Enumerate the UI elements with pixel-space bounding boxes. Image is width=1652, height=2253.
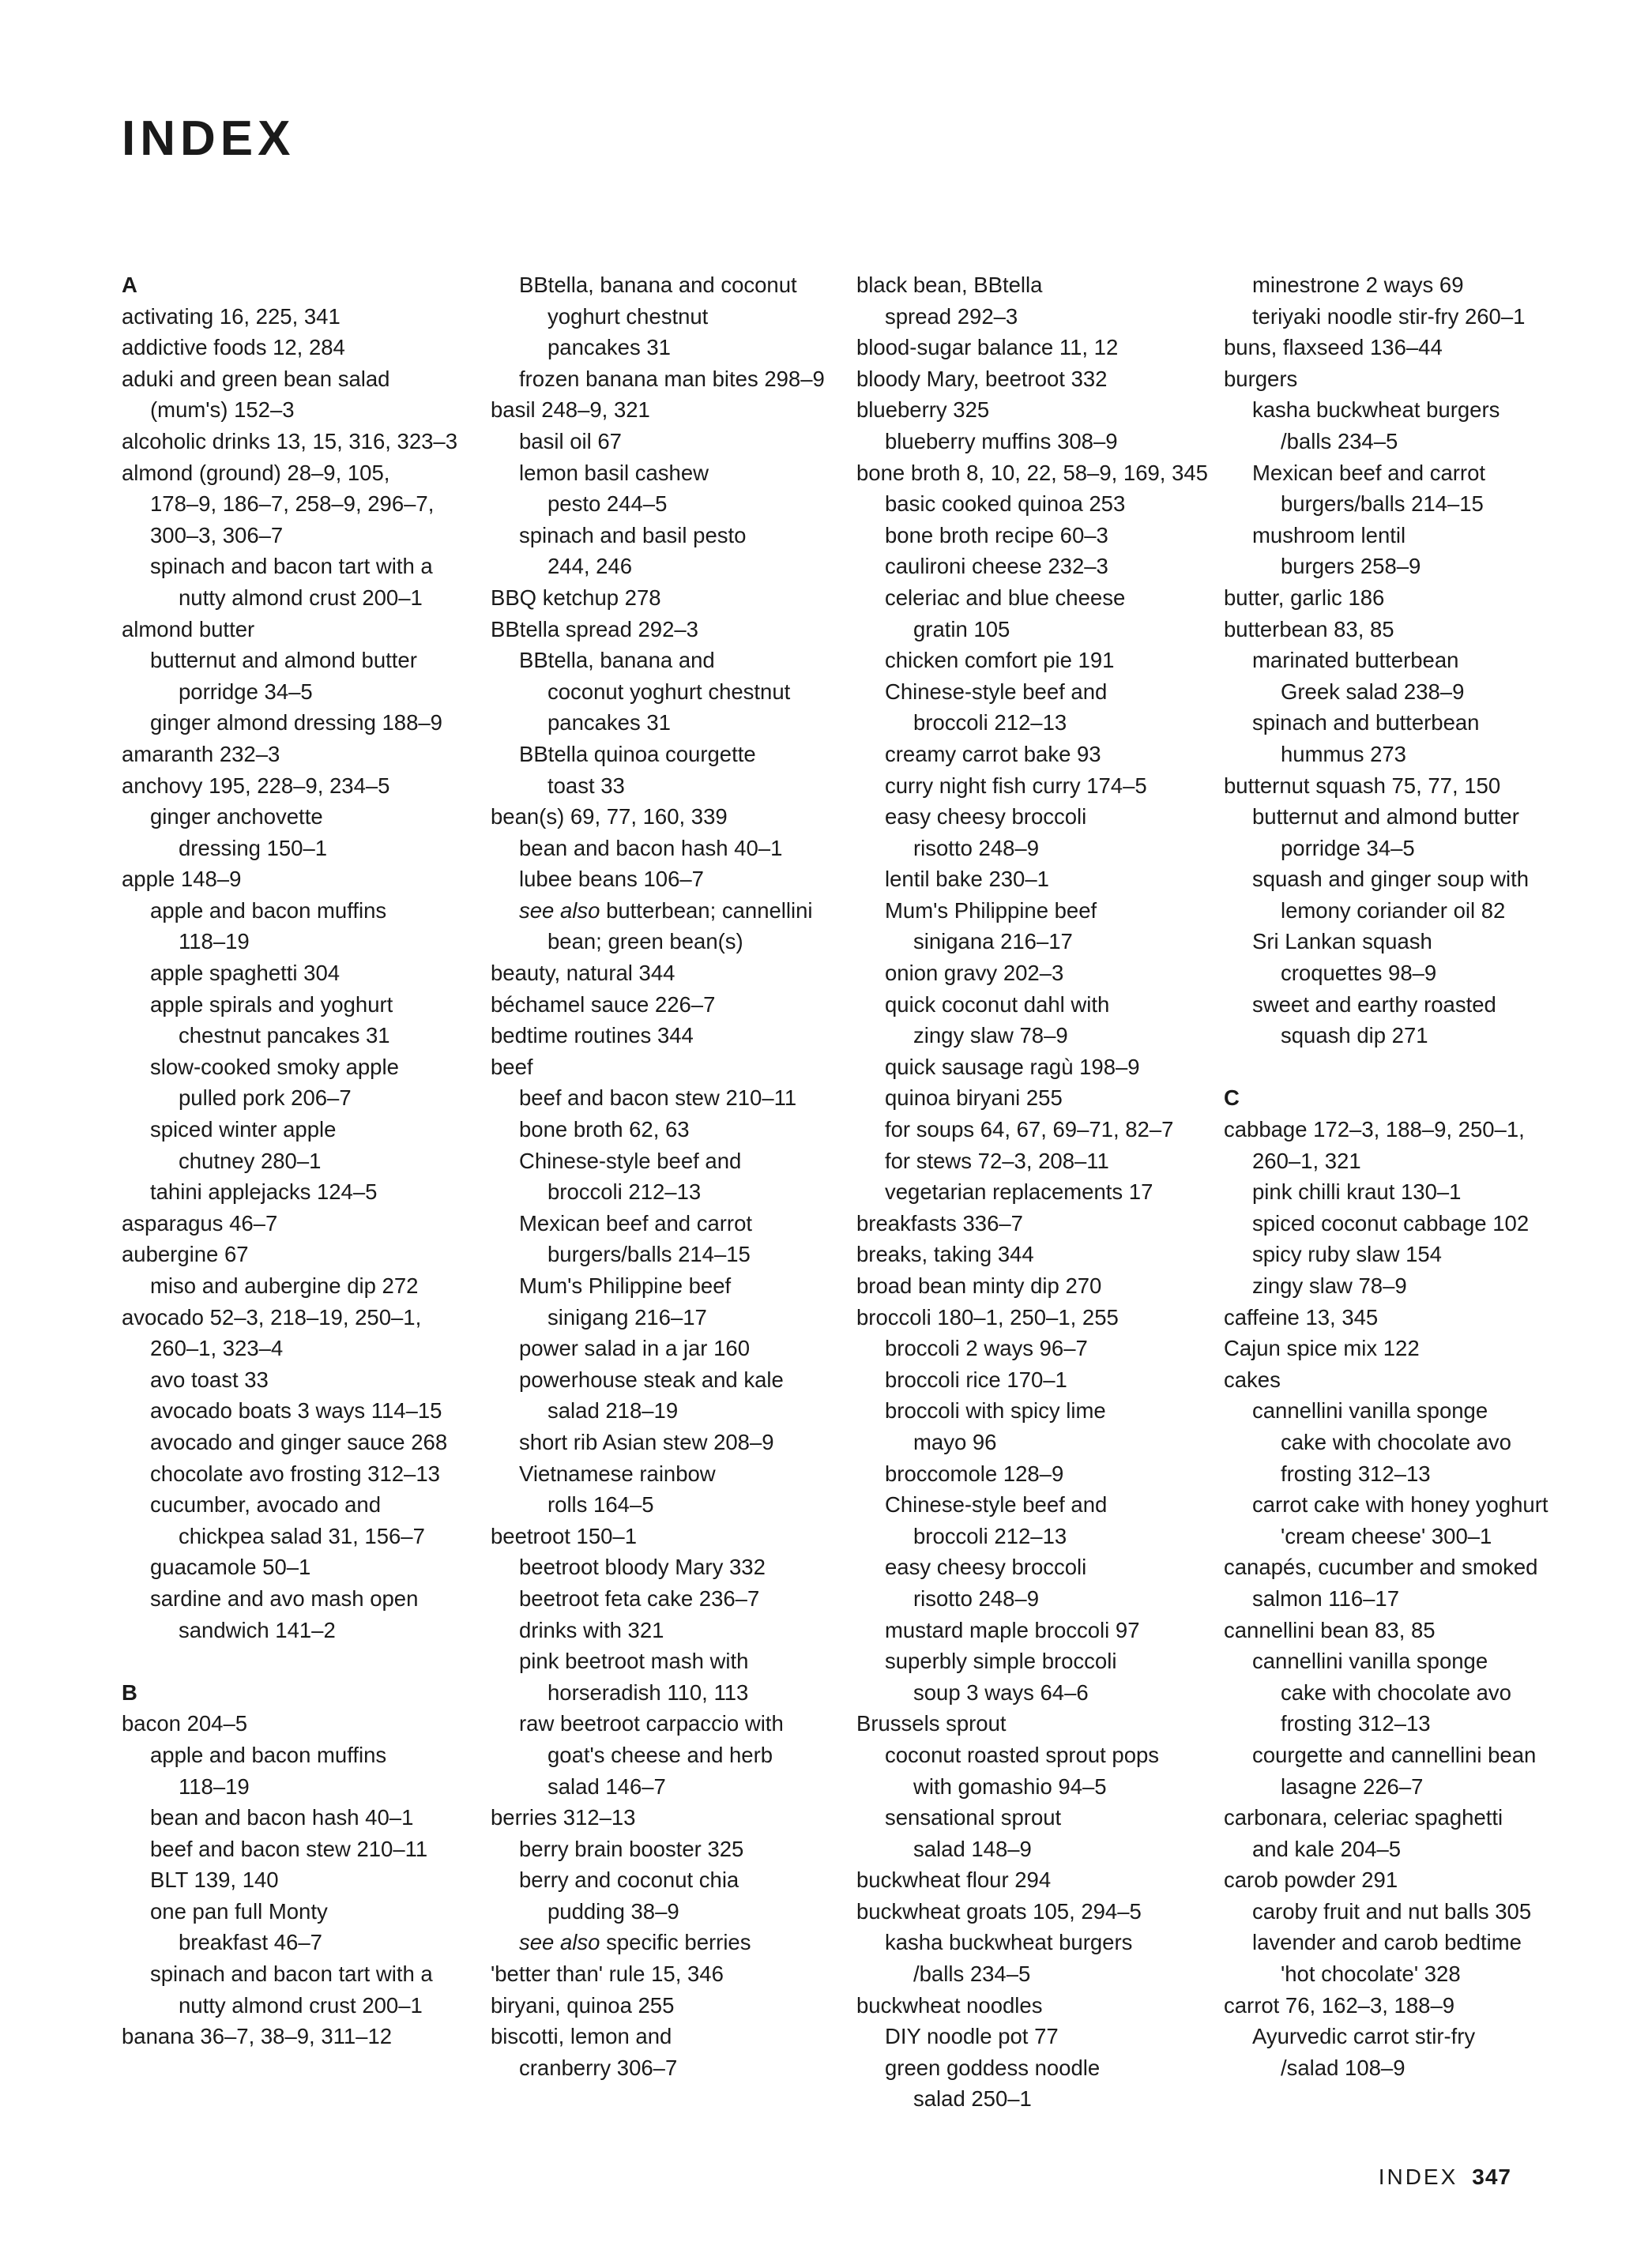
index-entry: avocado boats 3 ways 114–15 xyxy=(150,1398,442,1424)
index-entry: bean(s) 69, 77, 160, 339 xyxy=(491,804,728,829)
index-entry: salad 148–9 xyxy=(913,1836,1032,1861)
index-entry: Mexican beef and carrot xyxy=(519,1210,753,1236)
index-entry: short rib Asian stew 208–9 xyxy=(519,1429,774,1454)
footer-label: INDEX xyxy=(1378,2165,1458,2189)
index-entry: cucumber, avocado and xyxy=(150,1492,381,1518)
index-entry: broccoli 2 ways 96–7 xyxy=(885,1336,1088,1361)
index-entry: salad 250–1 xyxy=(913,2086,1032,2112)
index-entry: basil oil 67 xyxy=(519,428,622,453)
index-entry: squash and ginger soup with xyxy=(1252,867,1530,892)
index-entry: avo toast 33 xyxy=(150,1367,269,1392)
index-entry: biscotti, lemon and xyxy=(491,2024,672,2049)
index-entry: carrot 76, 162–3, 188–9 xyxy=(1224,1992,1455,2018)
index-entry: alcoholic drinks 13, 15, 316, 323–3 xyxy=(122,428,458,453)
index-entry: Sri Lankan squash xyxy=(1252,929,1432,954)
index-entry: minestrone 2 ways 69 xyxy=(1252,273,1464,297)
index-entry: and kale 204–5 xyxy=(1252,1836,1402,1861)
index-entry: carrot cake with honey yoghurt xyxy=(1252,1492,1549,1518)
index-entry: aubergine 67 xyxy=(122,1242,249,1267)
index-entry: pudding 38–9 xyxy=(548,1898,679,1924)
index-entry: chutney 280–1 xyxy=(179,1148,322,1173)
index-entry: 300–3, 306–7 xyxy=(150,522,284,547)
index-entry: cannellini vanilla sponge xyxy=(1252,1649,1488,1674)
index-entry: BBtella, banana and coconut xyxy=(519,273,797,297)
index-entry: salad 146–7 xyxy=(548,1773,666,1799)
index-entry: spread 292–3 xyxy=(885,303,1018,329)
index-entry: vegetarian replacements 17 xyxy=(885,1179,1153,1205)
index-entry: squash dip 271 xyxy=(1281,1023,1428,1048)
index-entry: blueberry 325 xyxy=(856,397,990,423)
index-entry: BLT 139, 140 xyxy=(150,1867,279,1893)
index-entry: soup 3 ways 64–6 xyxy=(913,1679,1089,1705)
page-title: INDEX xyxy=(122,111,295,166)
index-entry: addictive foods 12, 284 xyxy=(122,335,345,360)
index-entry: cakes xyxy=(1224,1367,1281,1392)
index-entry: mayo 96 xyxy=(913,1429,997,1454)
index-entry: beef xyxy=(491,1054,533,1079)
index-entry: power salad in a jar 160 xyxy=(519,1336,750,1361)
index-entry: cake with chocolate avo xyxy=(1281,1679,1511,1705)
index-column-4 xyxy=(1224,269,1571,2083)
index-entry: creamy carrot bake 93 xyxy=(885,741,1101,766)
index-entry: goat's cheese and herb xyxy=(548,1742,773,1767)
index-entry: breaks, taking 344 xyxy=(856,1242,1034,1267)
index-entry: risotto 248–9 xyxy=(913,835,1039,860)
index-entry: quinoa biryani 255 xyxy=(885,1085,1063,1111)
index-entry: 118–19 xyxy=(179,1773,250,1799)
index-entry: Brussels sprout xyxy=(856,1711,1007,1736)
index-entry: marinated butterbean xyxy=(1252,648,1459,673)
index-column-1 xyxy=(122,269,469,2052)
index-entry: lemon basil cashew xyxy=(519,460,709,485)
index-entry: /balls 234–5 xyxy=(1281,428,1398,453)
index-entry: drinks with 321 xyxy=(519,1617,664,1642)
index-entry: sinigana 216–17 xyxy=(913,929,1073,954)
index-entry: butternut squash 75, 77, 150 xyxy=(1224,773,1501,798)
index-entry: see also butterbean; cannellini xyxy=(519,897,813,923)
index-entry: for soups 64, 67, 69–71, 82–7 xyxy=(885,1117,1174,1142)
index-entry: avocado and ginger sauce 268 xyxy=(150,1429,448,1454)
index-entry: broccoli 212–13 xyxy=(913,710,1067,735)
index-entry: butter, garlic 186 xyxy=(1224,585,1385,610)
index-column-2 xyxy=(491,269,838,2083)
index-entry: butternut and almond butter xyxy=(150,648,417,673)
index-entry: breakfast 46–7 xyxy=(179,1930,322,1955)
index-entry: Chinese-style beef and xyxy=(519,1148,742,1173)
index-entry: sardine and avo mash open xyxy=(150,1585,419,1611)
index-entry: broccoli with spicy lime xyxy=(885,1398,1106,1424)
index-entry: sandwich 141–2 xyxy=(179,1617,336,1642)
index-entry: buckwheat groats 105, 294–5 xyxy=(856,1898,1142,1924)
index-entry: apple and bacon muffins xyxy=(150,1742,387,1767)
index-entry: broccoli 212–13 xyxy=(548,1179,702,1205)
index-entry: chocolate avo frosting 312–13 xyxy=(150,1461,440,1486)
index-entry: amaranth 232–3 xyxy=(122,741,280,766)
index-column-3 xyxy=(856,269,1208,2115)
index-entry: broad bean minty dip 270 xyxy=(856,1273,1102,1298)
index-entry: Greek salad 238–9 xyxy=(1281,679,1465,704)
index-entry: frozen banana man bites 298–9 xyxy=(519,366,825,391)
index-entry: 118–19 xyxy=(179,929,250,954)
index-entry: bone broth 8, 10, 22, 58–9, 169, 345 xyxy=(856,460,1208,485)
index-entry: buckwheat flour 294 xyxy=(856,1867,1052,1893)
index-entry: avocado 52–3, 218–19, 250–1, xyxy=(122,1304,422,1330)
section-gap xyxy=(1224,1051,1571,1083)
index-entry: /balls 234–5 xyxy=(913,1962,1031,1987)
index-entry: berry and coconut chia xyxy=(519,1867,739,1893)
index-entry: cabbage 172–3, 188–9, 250–1, xyxy=(1224,1117,1525,1142)
index-entry: spinach and bacon tart with a xyxy=(150,1962,433,1987)
index-entry: beetroot 150–1 xyxy=(491,1523,638,1548)
index-entry: apple spirals and yoghurt xyxy=(150,991,393,1017)
index-entry: breakfasts 336–7 xyxy=(856,1210,1023,1236)
index-entry: apple and bacon muffins xyxy=(150,897,387,923)
index-entry: 260–1, 321 xyxy=(1252,1148,1361,1173)
index-entry: lemony coriander oil 82 xyxy=(1281,897,1506,923)
index-entry: coconut yoghurt chestnut xyxy=(548,679,791,704)
index-entry: burgers/balls 214–15 xyxy=(548,1242,751,1267)
index-entry: dressing 150–1 xyxy=(179,835,328,860)
index-entry: broccoli 212–13 xyxy=(913,1523,1067,1548)
index-entry: cranberry 306–7 xyxy=(519,2055,678,2080)
index-entry: chestnut pancakes 31 xyxy=(179,1023,390,1048)
index-entry: carbonara, celeriac spaghetti xyxy=(1224,1805,1503,1830)
index-entry: beetroot bloody Mary 332 xyxy=(519,1555,766,1580)
index-entry: bean and bacon hash 40–1 xyxy=(150,1805,414,1830)
index-entry: beef and bacon stew 210–11 xyxy=(519,1085,797,1111)
index-entry: spiced coconut cabbage 102 xyxy=(1252,1210,1530,1236)
index-entry: lasagne 226–7 xyxy=(1281,1773,1424,1799)
index-entry: pancakes 31 xyxy=(548,710,671,735)
index-entry: miso and aubergine dip 272 xyxy=(150,1273,419,1298)
section-letter: B xyxy=(122,1679,137,1705)
index-entry: basil 248–9, 321 xyxy=(491,397,650,423)
index-entry: 'better than' rule 15, 346 xyxy=(491,1962,724,1987)
index-entry: green goddess noodle xyxy=(885,2055,1101,2080)
index-entry: basic cooked quinoa 253 xyxy=(885,491,1126,517)
index-entry: gratin 105 xyxy=(913,616,1010,641)
index-entry: pancakes 31 xyxy=(548,335,671,360)
index-entry: buckwheat noodles xyxy=(856,1992,1043,2018)
index-entry: salad 218–19 xyxy=(548,1398,679,1424)
index-entry: BBtella spread 292–3 xyxy=(491,616,698,641)
index-entry: anchovy 195, 228–9, 234–5 xyxy=(122,773,390,798)
index-entry: guacamole 50–1 xyxy=(150,1555,311,1580)
index-entry: BBtella quinoa courgette xyxy=(519,741,756,766)
index-entry: porridge 34–5 xyxy=(1281,835,1415,860)
index-entry: chickpea salad 31, 156–7 xyxy=(179,1523,425,1548)
index-entry: almond (ground) 28–9, 105, xyxy=(122,460,390,485)
index-entry: DIY noodle pot 77 xyxy=(885,2024,1059,2049)
index-entry: pesto 244–5 xyxy=(548,491,668,517)
index-entry: apple spaghetti 304 xyxy=(150,961,341,986)
index-entry: butterbean 83, 85 xyxy=(1224,616,1394,641)
index-entry: horseradish 110, 113 xyxy=(548,1679,749,1705)
index-entry: spicy ruby slaw 154 xyxy=(1252,1242,1442,1267)
page-number: 347 xyxy=(1472,2165,1511,2189)
index-entry: sinigang 216–17 xyxy=(548,1304,707,1330)
index-entry: yoghurt chestnut xyxy=(548,303,709,329)
index-entry: bone broth recipe 60–3 xyxy=(885,522,1108,547)
index-entry: ginger almond dressing 188–9 xyxy=(150,710,442,735)
index-entry: bacon 204–5 xyxy=(122,1711,248,1736)
index-entry: 178–9, 186–7, 258–9, 296–7, xyxy=(150,491,435,517)
index-entry: 'hot chocolate' 328 xyxy=(1281,1962,1461,1987)
index-entry: BBtella, banana and xyxy=(519,648,715,673)
index-entry: Chinese-style beef and xyxy=(885,679,1108,704)
index-entry: broccoli rice 170–1 xyxy=(885,1367,1067,1392)
index-entry: banana 36–7, 38–9, 311–12 xyxy=(122,2024,393,2049)
index-entry: buns, flaxseed 136–44 xyxy=(1224,335,1443,360)
index-entry: bean; green bean(s) xyxy=(548,929,743,954)
index-entry: beef and bacon stew 210–11 xyxy=(150,1836,428,1861)
index-entry: cannellini vanilla sponge xyxy=(1252,1398,1488,1424)
index-entry: canapés, cucumber and smoked xyxy=(1224,1555,1538,1580)
index-entry: carob powder 291 xyxy=(1224,1867,1398,1893)
index-entry: pulled pork 206–7 xyxy=(179,1085,352,1111)
section-gap xyxy=(122,1646,469,1677)
index-entry: mushroom lentil xyxy=(1252,522,1406,547)
index-entry: blood-sugar balance 11, 12 xyxy=(856,335,1119,360)
index-entry: burgers 258–9 xyxy=(1281,554,1421,579)
index-entry: risotto 248–9 xyxy=(913,1585,1039,1611)
index-entry: Cajun spice mix 122 xyxy=(1224,1336,1420,1361)
index-entry: spinach and butterbean xyxy=(1252,710,1480,735)
index-entry: black bean, BBtella xyxy=(856,273,1043,297)
index-entry: see also specific berries xyxy=(519,1930,751,1955)
page-footer xyxy=(1379,2165,1511,2190)
index-entry: quick sausage ragù 198–9 xyxy=(885,1054,1140,1079)
index-entry: teriyaki noodle stir-fry 260–1 xyxy=(1252,303,1526,329)
index-entry: hummus 273 xyxy=(1281,741,1406,766)
index-entry: (mum's) 152–3 xyxy=(150,397,295,423)
index-entry: berry brain booster 325 xyxy=(519,1836,744,1861)
index-entry: broccoli 180–1, 250–1, 255 xyxy=(856,1304,1119,1330)
index-entry: spiced winter apple xyxy=(150,1117,337,1142)
index-entry: lentil bake 230–1 xyxy=(885,867,1049,892)
index-entry: coconut roasted sprout pops xyxy=(885,1742,1160,1767)
index-entry: 'cream cheese' 300–1 xyxy=(1281,1523,1492,1548)
index-entry: onion gravy 202–3 xyxy=(885,961,1064,986)
index-entry: broccomole 128–9 xyxy=(885,1461,1064,1486)
index-entry: sensational sprout xyxy=(885,1805,1062,1830)
index-entry: bloody Mary, beetroot 332 xyxy=(856,366,1108,391)
index-entry: with gomashio 94–5 xyxy=(913,1773,1107,1799)
index-entry: rolls 164–5 xyxy=(548,1492,654,1518)
index-entry: ginger anchovette xyxy=(150,804,323,829)
index-entry: sweet and earthy roasted xyxy=(1252,991,1496,1017)
index-entry: Mum's Philippine beef xyxy=(885,897,1097,923)
index-entry: cake with chocolate avo xyxy=(1281,1429,1511,1454)
index-entry: Mexican beef and carrot xyxy=(1252,460,1486,485)
index-entry: bean and bacon hash 40–1 xyxy=(519,835,783,860)
index-entry: easy cheesy broccoli xyxy=(885,1555,1087,1580)
index-entry: celeriac and blue cheese xyxy=(885,585,1126,610)
index-entry: frosting 312–13 xyxy=(1281,1461,1431,1486)
index-entry: powerhouse steak and kale xyxy=(519,1367,784,1392)
index-entry: pink chilli kraut 130–1 xyxy=(1252,1179,1462,1205)
index-entry: lubee beans 106–7 xyxy=(519,867,704,892)
index-entry: apple 148–9 xyxy=(122,867,242,892)
index-entry: for stews 72–3, 208–11 xyxy=(885,1148,1109,1173)
index-entry: slow-cooked smoky apple xyxy=(150,1054,399,1079)
index-entry: pink beetroot mash with xyxy=(519,1649,749,1674)
index-entry: raw beetroot carpaccio with xyxy=(519,1711,784,1736)
index-entry: one pan full Monty xyxy=(150,1898,328,1924)
index-entry: porridge 34–5 xyxy=(179,679,313,704)
index-entry: courgette and cannellini bean xyxy=(1252,1742,1537,1767)
index-entry: beetroot feta cake 236–7 xyxy=(519,1585,760,1611)
index-entry: blueberry muffins 308–9 xyxy=(885,428,1118,453)
index-entry: cannellini bean 83, 85 xyxy=(1224,1617,1436,1642)
index-entry: caulironi cheese 232–3 xyxy=(885,554,1108,579)
section-letter: C xyxy=(1224,1085,1240,1111)
section-letter: A xyxy=(122,273,137,297)
index-entry: berries 312–13 xyxy=(491,1805,636,1830)
index-entry: almond butter xyxy=(122,616,255,641)
index-entry: biryani, quinoa 255 xyxy=(491,1992,675,2018)
index-entry: kasha buckwheat burgers xyxy=(1252,397,1500,423)
index-entry: béchamel sauce 226–7 xyxy=(491,991,716,1017)
index-entry: aduki and green bean salad xyxy=(122,366,390,391)
index-entry: easy cheesy broccoli xyxy=(885,804,1087,829)
index-entry: asparagus 46–7 xyxy=(122,1210,278,1236)
index-entry: Chinese-style beef and xyxy=(885,1492,1108,1518)
index-entry: zingy slaw 78–9 xyxy=(913,1023,1068,1048)
index-entry: curry night fish curry 174–5 xyxy=(885,773,1147,798)
index-entry: toast 33 xyxy=(548,773,625,798)
index-entry: nutty almond crust 200–1 xyxy=(179,585,423,610)
index-entry: /salad 108–9 xyxy=(1281,2055,1406,2080)
index-entry: Mum's Philippine beef xyxy=(519,1273,732,1298)
index-entry: mustard maple broccoli 97 xyxy=(885,1617,1140,1642)
index-entry: superbly simple broccoli xyxy=(885,1649,1117,1674)
index-entry: chicken comfort pie 191 xyxy=(885,648,1115,673)
index-entry: nutty almond crust 200–1 xyxy=(179,1992,423,2018)
index-entry: Ayurvedic carrot stir-fry xyxy=(1252,2024,1476,2049)
index-entry: 244, 246 xyxy=(548,554,633,579)
index-entry: spinach and basil pesto xyxy=(519,522,747,547)
index-entry: frosting 312–13 xyxy=(1281,1711,1431,1736)
index-entry: burgers xyxy=(1224,366,1298,391)
index-entry: beauty, natural 344 xyxy=(491,961,675,986)
index-entry: croquettes 98–9 xyxy=(1281,961,1437,986)
index-entry: butternut and almond butter xyxy=(1252,804,1519,829)
index-entry: tahini applejacks 124–5 xyxy=(150,1179,378,1205)
index-entry: 260–1, 323–4 xyxy=(150,1336,284,1361)
index-entry: salmon 116–17 xyxy=(1252,1585,1400,1611)
index-entry: lavender and carob bedtime xyxy=(1252,1930,1522,1955)
index-entry: BBQ ketchup 278 xyxy=(491,585,661,610)
index-entry: burgers/balls 214–15 xyxy=(1281,491,1484,517)
index-entry: zingy slaw 78–9 xyxy=(1252,1273,1407,1298)
index-entry: caffeine 13, 345 xyxy=(1224,1304,1379,1330)
index-entry: spinach and bacon tart with a xyxy=(150,554,433,579)
index-entry: activating 16, 225, 341 xyxy=(122,303,341,329)
index-entry: kasha buckwheat burgers xyxy=(885,1930,1133,1955)
index-entry: bedtime routines 344 xyxy=(491,1023,694,1048)
index-entry: bone broth 62, 63 xyxy=(519,1117,690,1142)
index-entry: Vietnamese rainbow xyxy=(519,1461,716,1486)
index-entry: quick coconut dahl with xyxy=(885,991,1110,1017)
index-entry: caroby fruit and nut balls 305 xyxy=(1252,1898,1532,1924)
